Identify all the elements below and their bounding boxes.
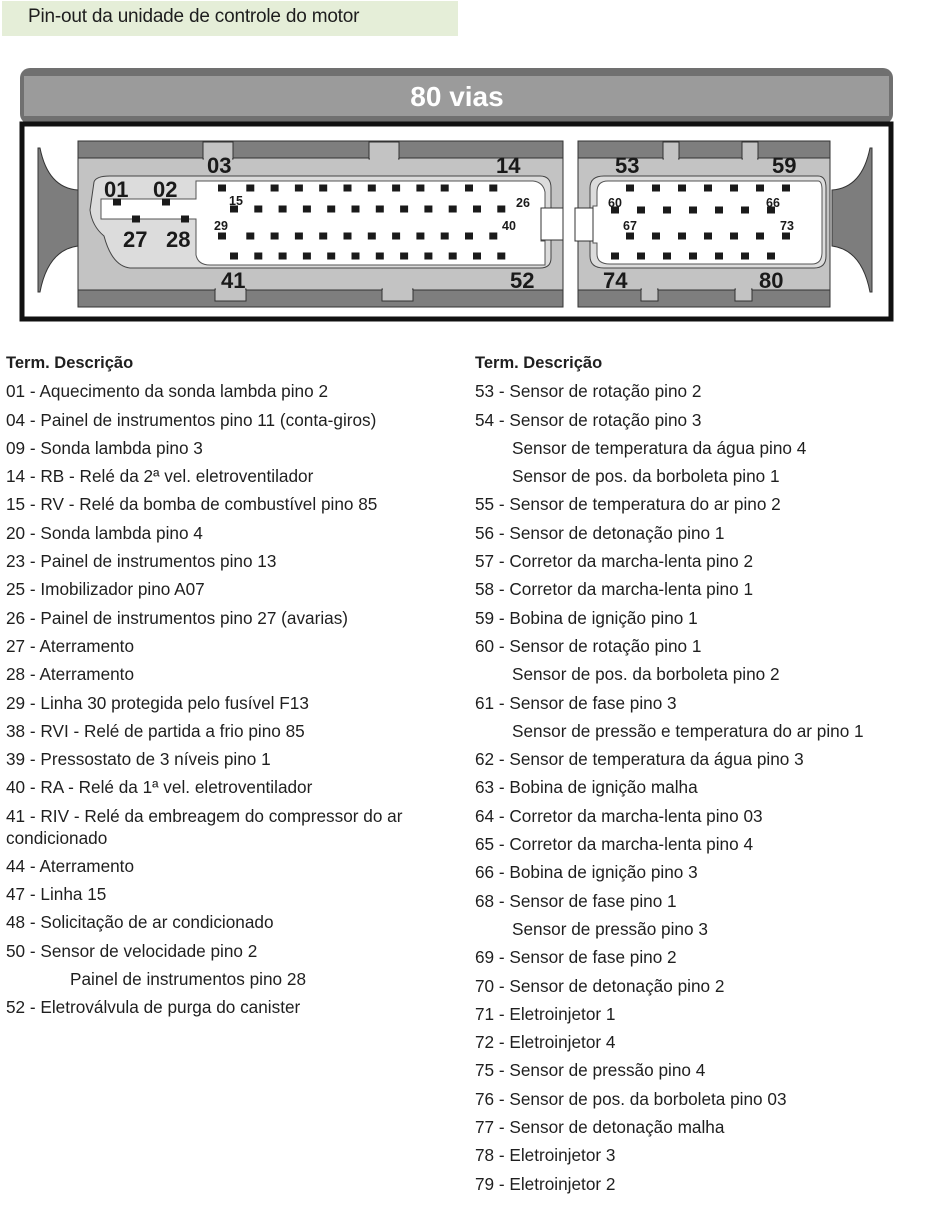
pin-64 [715,207,723,214]
pin-description-row: 77 - Sensor de detonação malha [475,1117,725,1138]
pin-description-row: 68 - Sensor de fase pino 1 [475,890,677,911]
pin-label-52: 52 [510,268,535,293]
pin-52 [497,253,505,260]
pin-61 [637,207,645,214]
pin-description-row: Sensor de pos. da borboleta pino 1 [512,466,780,487]
pin-16 [254,206,262,213]
pin-45 [327,253,335,260]
pin-39 [465,233,473,240]
pin-description-row: 55 - Sensor de temperatura do ar pino 2 [475,494,781,515]
pin-label-14: 14 [496,153,521,178]
pin-51 [473,253,481,260]
pin-31 [271,233,279,240]
pin-label-80: 80 [759,268,784,293]
pin-14 [489,185,497,192]
pin-label-29: 29 [214,219,228,233]
pin-description-column-left [6,349,461,1022]
pin-description-row: 70 - Sensor de detonação pino 2 [475,975,725,996]
pin-description-row: 52 - Eletroválvula de purga do canister [6,997,301,1018]
connector-svg [0,60,925,330]
pin-description-row: 53 - Sensor de rotação pino 2 [475,381,702,402]
pin-8 [344,185,352,192]
pin-description-row: 48 - Solicitação de ar condicionado [6,912,274,933]
pin-3 [218,185,226,192]
title-banner [2,1,458,36]
pin-18 [303,206,311,213]
pin-5 [271,185,279,192]
pin-description-row: 64 - Corretor da marcha-lenta pino 03 [475,805,763,826]
connector-header-title: 80 vias [410,81,504,112]
pin-description-row: 79 - Eletroinjetor 2 [475,1173,616,1194]
pin-35 [368,233,376,240]
pin-description-row: 25 - Imobilizador pino A07 [6,579,205,600]
pin-77 [689,253,697,260]
pin-description-row: 39 - Pressostato de 3 níveis pino 1 [6,749,271,770]
pin-description-row: Painel de instrumentos pino 28 [70,968,307,989]
pin-68 [652,233,660,240]
pin-72 [756,233,764,240]
pin-12 [441,185,449,192]
pin-description-row: Sensor de pressão pino 3 [512,918,708,939]
pin-description-row: Sensor de temperatura da água pino 4 [512,437,807,458]
pin-71 [730,233,738,240]
pin-43 [279,253,287,260]
pin-description-row: 26 - Painel de instrumentos pino 27 (avarias) [6,607,349,628]
pin-label-01: 01 [104,177,129,202]
pin-79 [741,253,749,260]
pin-19 [327,206,335,213]
pin-description-column-right [475,349,920,1198]
pin-65 [741,207,749,214]
pin-description-row: Sensor de pos. da borboleta pino 2 [512,664,780,685]
connector-diagram [0,60,925,330]
pin-label-74: 74 [603,268,628,293]
pin-41 [230,253,238,260]
pin-description-row: 62 - Sensor de temperatura da água pino 3 [475,749,804,770]
pin-description-row: Sensor de pressão e temperatura do ar pino 1 [512,720,864,741]
pin-56 [704,185,712,192]
pin-6 [295,185,303,192]
pin-label-59: 59 [772,153,797,178]
pin-34 [344,233,352,240]
pin-description-row: 40 - RA - Relé da 1ª vel. eletroventilador [6,777,313,798]
pin-label-53: 53 [615,153,640,178]
pin-17 [279,206,287,213]
pin-description-row: 15 - RV - Relé da bomba de combustível pino 85 [6,494,378,515]
page-title: Pin-out da unidade de controle do motor [28,6,360,27]
pin-description-row: 09 - Sonda lambda pino 3 [6,437,203,458]
column-header: Term. Descrição [475,354,603,372]
pin-description-row: 14 - RB - Relé da 2ª vel. eletroventilador [6,466,314,487]
pin-47 [376,253,384,260]
pin-26 [497,206,505,213]
pin-21 [376,206,384,213]
pin-54 [652,185,660,192]
pin-description-row: 27 - Aterramento [6,635,135,656]
pin-25 [473,206,481,213]
pin-label-40: 40 [502,219,516,233]
pin-label-27: 27 [123,227,148,252]
pin-description-row: 61 - Sensor de fase pino 3 [475,692,677,713]
pin-description-row: 63 - Bobina de ignição malha [475,777,698,798]
pin-67 [626,233,634,240]
pin-label-15: 15 [229,194,243,208]
pin-description-row: 65 - Corretor da marcha-lenta pino 4 [475,834,754,855]
pin-description-row: 50 - Sensor de velocidade pino 2 [6,940,258,961]
pin-24 [449,206,457,213]
pin-28 [181,216,189,223]
pin-description-row: 47 - Linha 15 [6,884,107,905]
pin-label-26: 26 [516,196,530,210]
pin-32 [295,233,303,240]
pin-57 [730,185,738,192]
pin-description-row: 58 - Corretor da marcha-lenta pino 1 [475,579,754,600]
pin-33 [319,233,327,240]
pin-label-66: 66 [766,196,780,210]
pin-7 [319,185,327,192]
pin-10 [392,185,400,192]
pin-27 [132,216,140,223]
pin-description-row: 23 - Painel de instrumentos pino 13 [6,551,277,572]
column-header: Term. Descrição [6,354,134,372]
pin-description-row: 56 - Sensor de detonação pino 1 [475,522,725,543]
pin-description-row: 69 - Sensor de fase pino 2 [475,947,677,968]
pin-44 [303,253,311,260]
pin-42 [254,253,262,260]
pin-label-67: 67 [623,219,637,233]
pin-list-right [475,377,920,1198]
pin-description-row: 66 - Bobina de ignição pino 3 [475,862,698,883]
pin-description-row: 28 - Aterramento [6,664,135,685]
pin-description-row: 38 - RVI - Relé de partida a frio pino 85 [6,720,305,741]
pin-label-28: 28 [166,227,191,252]
pin-label-60: 60 [608,196,622,210]
pin-description-row: 78 - Eletroinjetor 3 [475,1145,616,1166]
pin-30 [246,233,254,240]
pin-description-row: 01 - Aquecimento da sonda lambda pino 2 [6,381,329,402]
pin-63 [689,207,697,214]
pin-40 [489,233,497,240]
left-block [78,141,563,307]
pin-36 [392,233,400,240]
pin-37 [416,233,424,240]
pin-description-row: 60 - Sensor de rotação pino 1 [475,635,702,656]
pin-description-row: 41 - RIV - Relé da embreagem do compressor do ar condicionado [6,805,403,848]
pin-description-row: 76 - Sensor de pos. da borboleta pino 03 [475,1088,787,1109]
pin-list-left [6,377,461,1021]
pin-80 [767,253,775,260]
pin-label-03: 03 [207,153,232,178]
pin-70 [704,233,712,240]
pin-73 [782,233,790,240]
pin-13 [465,185,473,192]
pin-11 [416,185,424,192]
pin-23 [424,206,432,213]
pin-75 [637,253,645,260]
pin-69 [678,233,686,240]
pin-53 [626,185,634,192]
pin-62 [663,207,671,214]
pin-49 [424,253,432,260]
pin-4 [246,185,254,192]
pin-description-row: 20 - Sonda lambda pino 4 [6,522,203,543]
pin-48 [400,253,408,260]
pin-9 [368,185,376,192]
pin-description-row: 72 - Eletroinjetor 4 [475,1032,616,1053]
pin-description-row: 54 - Sensor de rotação pino 3 [475,409,702,430]
pin-description-row: 04 - Painel de instrumentos pino 11 (conta-giros) [6,409,377,430]
pin-label-02: 02 [153,177,178,202]
pin-50 [449,253,457,260]
pin-description-row: 71 - Eletroinjetor 1 [475,1003,616,1024]
pin-78 [715,253,723,260]
pin-20 [352,206,360,213]
pin-description-row: 57 - Corretor da marcha-lenta pino 2 [475,551,754,572]
pin-76 [663,253,671,260]
pin-22 [400,206,408,213]
pin-46 [352,253,360,260]
pin-label-73: 73 [780,219,794,233]
pin-29 [218,233,226,240]
pin-55 [678,185,686,192]
pin-38 [441,233,449,240]
pin-59 [782,185,790,192]
pin-label-41: 41 [221,268,246,293]
pin-58 [756,185,764,192]
pin-description-row: 59 - Bobina de ignição pino 1 [475,607,698,628]
pin-description-row: 44 - Aterramento [6,855,135,876]
pin-74 [611,253,619,260]
pin-description-row: 75 - Sensor de pressão pino 4 [475,1060,706,1081]
pin-description-row: 29 - Linha 30 protegida pelo fusível F13 [6,692,309,713]
